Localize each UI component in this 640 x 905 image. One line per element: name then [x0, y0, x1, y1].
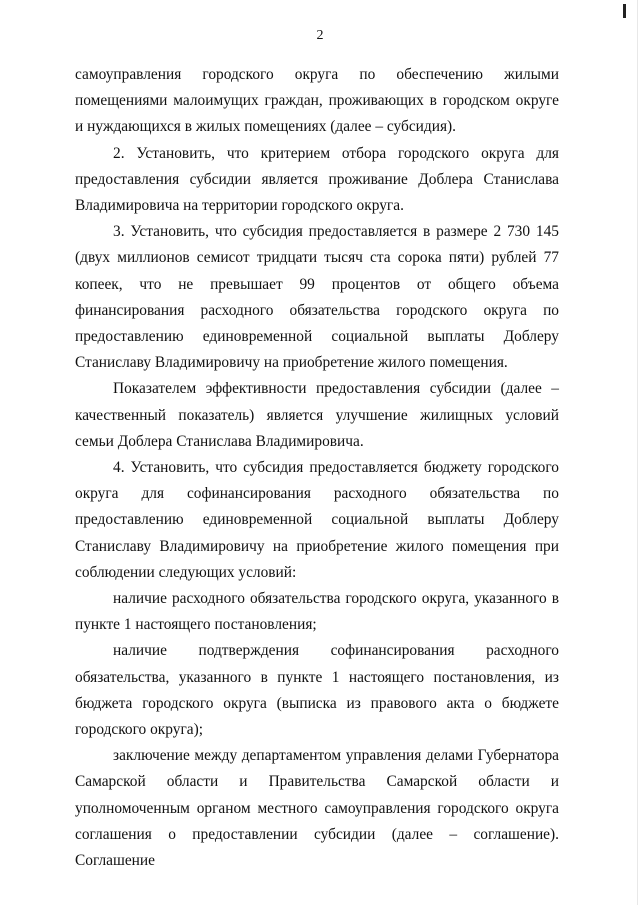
condition-2: наличие подтверждения софинансирования расходного обязательства, указанного в пункте 1 настоящего постановления, из бюджета городского округа (выписка из правового акта о бюджете городского округа);	[75, 642, 559, 739]
document-body	[75, 62, 559, 874]
paragraph-item-2: 2. Установить, что критерием отбора городского округа для предоставления субсидии является проживание Доблера Станислава Владимировича на территории городского округа.	[75, 144, 559, 215]
paragraph-item-3: 3. Установить, что субсидия предоставляется в размере 2 730 145 (двух миллионов семисот тридцати тысяч ста сорока пяти) рублей 77 копеек, что не превышает 99 процентов от общего объема финансирования расходного обязательства городского округа по предоставлению единовременной социальной выплаты Доблеру Станиславу Владимировичу на приобретение жилого помещения.	[75, 223, 559, 372]
paragraph-item-4: 4. Установить, что субсидия предоставляется бюджету городского округа для софинансирования расходного обязательства по предоставлению единовременной социальной выплаты Доблеру Станиславу Владимировичу на приобретение жилого помещения при соблюдении следующих условий:	[75, 459, 559, 581]
condition-1: наличие расходного обязательства городского округа, указанного в пункте 1 настоящего постановления;	[75, 590, 559, 634]
paragraph-indicator: Показателем эффективности предоставления субсидии (далее – качественный показатель) является улучшение жилищных условий семьи Доблера Станислава Владимировича.	[75, 380, 559, 450]
scan-mark	[623, 4, 626, 18]
condition-3: заключение между департаментом управления делами Губернатора Самарской области и Правительства Самарской области и уполномоченным органом местного самоуправления городского округа соглашения о предоставлении субсидии (далее – соглашение). Соглашение	[75, 747, 559, 870]
page-number: 2	[316, 28, 324, 43]
paragraph-continuation: самоуправления городского округа по обеспечению жилыми помещениями малоимущих граждан, проживающих в городском округе и нуждающихся в жилых помещениях (далее – субсидия).	[75, 66, 559, 136]
page-edge	[637, 0, 638, 905]
